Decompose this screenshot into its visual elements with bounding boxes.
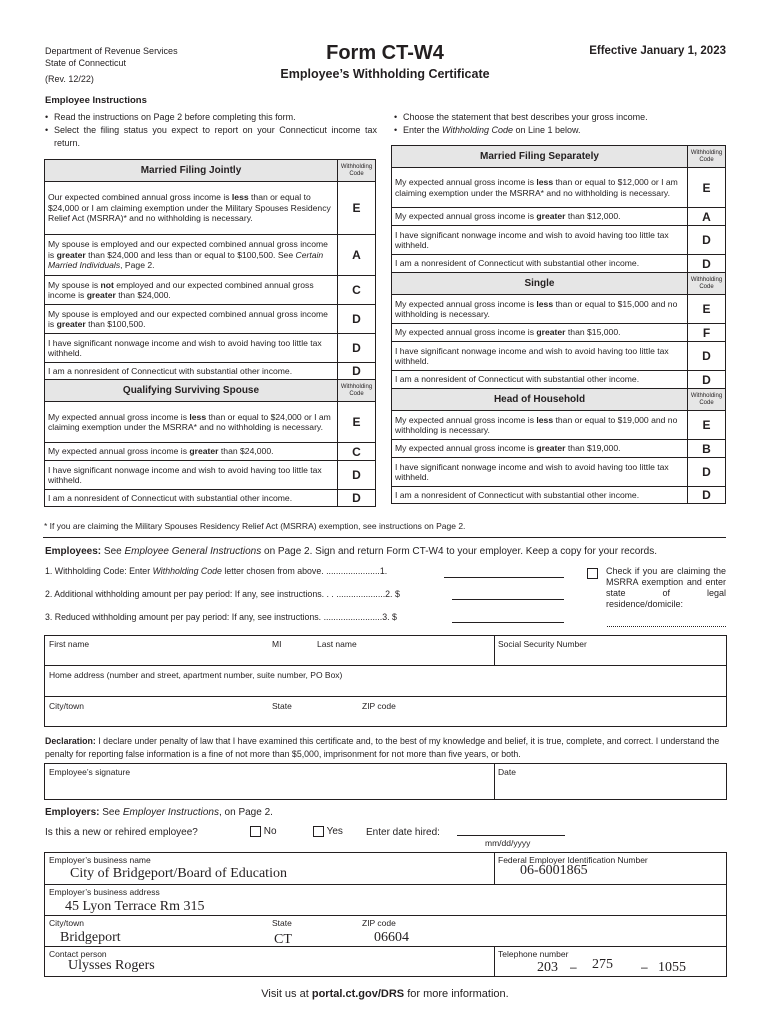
state-label: State [272, 701, 292, 711]
effective-date: Effective January 1, 2023 [589, 45, 726, 57]
qss-row: I am a nonresident of Connecticut with substantial other income. [45, 490, 338, 507]
fein-label: Federal Employer Identification Number [498, 855, 648, 865]
qss-row: I have significant nonwage income and wish to avoid having too little tax withheld. [45, 461, 338, 490]
withholding-code: E [688, 295, 726, 324]
signature-box[interactable] [44, 763, 727, 800]
employer-state-label: State [272, 918, 292, 928]
additional-withholding-input[interactable] [452, 588, 564, 600]
hoh-row: My expected annual gross income is less than or equal to $19,000 and no withholding is necessary. [392, 411, 688, 440]
mfs-title: Married Filing Separately [392, 146, 688, 168]
ssn-label: Social Security Number [498, 639, 587, 649]
home-address-label: Home address (number and street, apartment number, suite number, PO Box) [49, 670, 343, 680]
instruction-item: • Read the instructions on Page 2 before completing this form. [45, 111, 377, 124]
withholding-code: D [338, 490, 376, 507]
phone-area[interactable]: 203 [537, 960, 558, 975]
withholding-code: D [688, 487, 726, 504]
hoh-row: My expected annual gross income is greater than $19,000. [392, 440, 688, 458]
line-1-label: 1. Withholding Code: Enter Withholding Code letter chosen from above. ......................1. [45, 566, 388, 576]
employees-heading: Employees: See Employee General Instructions on Page 2. Sign and return Form CT-W4 to your employer. Keep a copy for your records. [45, 546, 657, 557]
date-format-hint: mm/dd/yyyy [485, 838, 531, 848]
new-employee-question: Is this a new or rehired employee? [45, 827, 198, 838]
option-no[interactable] [250, 826, 277, 837]
mfj-row: I have significant nonwage income and wish to avoid having too little tax withheld. [45, 334, 338, 363]
withholding-code-header: Withholding Code [688, 146, 726, 168]
msrra-state-input[interactable] [607, 615, 726, 627]
no-checkbox[interactable] [250, 826, 261, 837]
withholding-code: D [688, 342, 726, 371]
col-divider [494, 946, 495, 977]
footer-link[interactable]: portal.ct.gov/DRS [311, 988, 405, 1000]
row-divider [44, 665, 727, 666]
yes-label: Yes [326, 826, 343, 838]
signature-label: Employee’s signature [49, 767, 131, 777]
phone-label: Telephone number [498, 949, 569, 959]
reduced-withholding-input[interactable] [452, 611, 564, 623]
phone-line[interactable]: 1055 [658, 960, 686, 975]
withholding-code: E [688, 411, 726, 440]
row-divider [44, 915, 727, 916]
employer-zip-value[interactable]: 06604 [374, 930, 409, 945]
mi-label: MI [272, 639, 282, 649]
withholding-code-header: Withholding Code [688, 389, 726, 411]
row-divider [44, 884, 727, 885]
withholding-code: D [688, 371, 726, 389]
qss-row: My expected annual gross income is less than or equal to $24,000 or I am claiming exemption under the MSRRA* and no withholding is necessary. [45, 402, 338, 443]
mfs-row: I have significant nonwage income and wish to avoid having too little tax withheld. [392, 226, 688, 255]
state-name: State of Connecticut [45, 58, 127, 68]
agency-header [45, 45, 178, 85]
hoh-row: I have significant nonwage income and wish to avoid having too little tax withheld. [392, 458, 688, 487]
mfj-row: I am a nonresident of Connecticut with substantial other income. [45, 363, 338, 380]
single-title: Single [392, 273, 688, 295]
business-address-label: Employer’s business address [49, 887, 160, 897]
mfs-row: I am a nonresident of Connecticut with substantial other income. [392, 255, 688, 273]
row-divider [44, 696, 727, 697]
last-name-label: Last name [317, 639, 357, 649]
contact-value[interactable]: Ulysses Rogers [68, 958, 155, 973]
phone-dash: – [641, 960, 648, 974]
single-row: I have significant nonwage income and wish to avoid having too little tax withheld. [392, 342, 688, 371]
single-row: I am a nonresident of Connecticut with substantial other income. [392, 371, 688, 389]
mfs-table [391, 145, 726, 504]
withholding-code-input[interactable] [444, 566, 564, 578]
employer-city-value[interactable]: Bridgeport [60, 930, 121, 945]
phone-dash: – [570, 960, 577, 974]
qss-title: Qualifying Surviving Spouse [45, 380, 338, 402]
contact-label: Contact person [49, 949, 107, 959]
withholding-code: B [688, 440, 726, 458]
instruction-item: • Select the filing status you expect to report on your Connecticut income tax return. [45, 124, 377, 150]
hoh-row: I am a nonresident of Connecticut with substantial other income. [392, 487, 688, 504]
declaration: Declaration: I declare under penalty of law that I have examined this certificate and, to the best of my knowledge and belief, it is true, complete, and correct. I understand the penalty for reporting false information is a fine of not more than $5,000, imprisonment for not more than five years, or both. [45, 736, 720, 759]
withholding-code: D [688, 226, 726, 255]
option-yes[interactable] [313, 826, 343, 837]
employer-city-label: City/town [49, 918, 84, 928]
qss-row: My expected annual gross income is greater than $24,000. [45, 443, 338, 461]
city-label: City/town [49, 701, 84, 711]
business-address-value[interactable]: 45 Lyon Terrace Rm 315 [65, 899, 205, 914]
form-title: Form CT-W4 [326, 42, 444, 64]
employers-heading: Employers: See Employer Instructions, on Page 2. [45, 807, 273, 818]
withholding-code: C [338, 443, 376, 461]
withholding-code: D [338, 334, 376, 363]
date-hired-label: Enter date hired: [366, 827, 440, 838]
instruction-item: • Choose the statement that best describes your gross income. [394, 111, 726, 124]
section-divider [43, 537, 726, 538]
withholding-code-header: Withholding Code [338, 160, 376, 182]
line-2-label: 2. Additional withholding amount per pay period: If any, see instructions. . . ....................2. $ [45, 589, 400, 599]
withholding-code: D [338, 363, 376, 380]
instruction-item: • Enter the Withholding Code on Line 1 below. [394, 124, 726, 137]
yes-checkbox[interactable] [313, 826, 324, 837]
date-label: Date [498, 767, 516, 777]
employer-state-value[interactable]: CT [274, 932, 292, 947]
msrra-footnote: * If you are claiming the Military Spouses Residency Relief Act (MSRRA) exemption, see instructions on Page 2. [44, 521, 466, 531]
col-divider [494, 852, 495, 884]
mfs-row: My expected annual gross income is greater than $12,000. [392, 208, 688, 226]
withholding-code: A [688, 208, 726, 226]
single-row: My expected annual gross income is greater than $15,000. [392, 324, 688, 342]
msrra-checkbox[interactable] [587, 568, 598, 579]
withholding-code-header: Withholding Code [688, 273, 726, 295]
zip-label: ZIP code [362, 701, 396, 711]
first-name-label: First name [49, 639, 90, 649]
phone-prefix[interactable]: 275 [592, 957, 613, 972]
business-name-label: Employer’s business name [49, 855, 151, 865]
instructions-left [45, 111, 377, 150]
date-hired-input[interactable] [457, 824, 565, 836]
instructions-heading: Employee Instructions [45, 95, 147, 106]
col-divider [494, 763, 495, 800]
msrra-text: Check if you are claiming the MSRRA exemption and enter state of legal residence/domicile: [606, 566, 726, 609]
footer: Visit us at portal.ct.gov/DRS for more information. [261, 988, 509, 1000]
withholding-code: D [688, 458, 726, 487]
withholding-code: E [338, 182, 376, 235]
department-name: Department of Revenue Services [45, 46, 178, 56]
withholding-code: C [338, 276, 376, 305]
form-subtitle: Employee’s Withholding Certificate [280, 67, 490, 81]
hoh-title: Head of Household [392, 389, 688, 411]
withholding-code: E [688, 168, 726, 208]
mfs-row: My expected annual gross income is less than or equal to $12,000 or I am claiming exemption under the MSRRA* and no withholding is necessary. [392, 168, 688, 208]
withholding-code: E [338, 402, 376, 443]
mfj-row: Our expected combined annual gross income is less than or equal to $24,000 or I am claiming exemption under the Military Spouses Residency Relief Act (MSRRA)* and no withholding is necessary. [45, 182, 338, 235]
employer-zip-label: ZIP code [362, 918, 396, 928]
business-name-value[interactable]: City of Bridgeport/Board of Education [70, 866, 287, 881]
employee-info-box [44, 635, 727, 727]
line-3-label: 3. Reduced withholding amount per pay period: If any, see instructions. ........................3. $ [45, 612, 397, 622]
mfj-row: My spouse is not employed and our expected combined annual gross income is greater than $24,000. [45, 276, 338, 305]
withholding-code: A [338, 235, 376, 276]
withholding-code: D [338, 461, 376, 490]
no-label: No [263, 826, 277, 838]
mfj-table [44, 159, 376, 507]
col-divider [494, 635, 495, 665]
instructions-right [394, 111, 726, 137]
mfj-title: Married Filing Jointly [45, 160, 338, 182]
withholding-code-header: Withholding Code [338, 380, 376, 402]
withholding-code: F [688, 324, 726, 342]
revision: (Rev. 12/22) [45, 74, 94, 84]
withholding-code: D [688, 255, 726, 273]
withholding-code: D [338, 305, 376, 334]
mfj-row: My spouse is employed and our expected combined annual gross income is greater than $100,500. [45, 305, 338, 334]
single-row: My expected annual gross income is less than or equal to $15,000 and no withholding is necessary. [392, 295, 688, 324]
row-divider [44, 946, 727, 947]
mfj-row: My spouse is employed and our expected combined annual gross income is greater than $24,000 and less than or equal to $100,500. See Certain Married Individuals, Page 2. [45, 235, 338, 276]
fein-value[interactable]: 06-6001865 [520, 863, 588, 878]
